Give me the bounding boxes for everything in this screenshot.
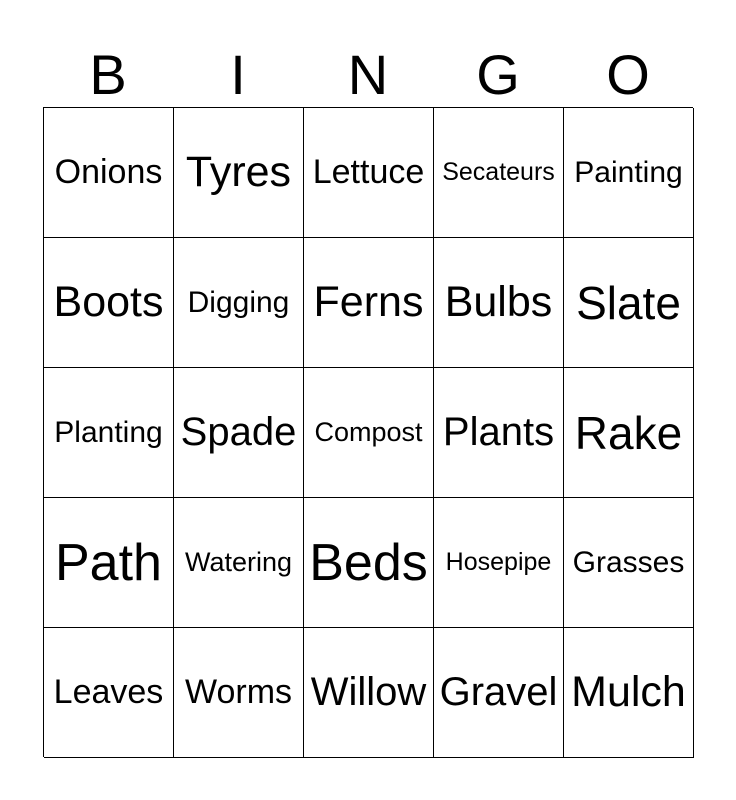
bingo-cell[interactable]: Willow — [304, 628, 434, 758]
bingo-cell[interactable]: Grasses — [564, 498, 694, 628]
header-letter-g: G — [476, 43, 520, 106]
header-letter-n: N — [347, 43, 389, 106]
bingo-cell[interactable]: Gravel — [434, 628, 564, 758]
bingo-cell[interactable]: Compost — [304, 368, 434, 498]
bingo-cell[interactable]: Spade — [174, 368, 304, 498]
bingo-cell[interactable]: Ferns — [304, 238, 434, 368]
bingo-cell[interactable]: Tyres — [174, 108, 304, 238]
bingo-cell[interactable]: Lettuce — [304, 108, 434, 238]
bingo-cell[interactable]: Rake — [564, 368, 694, 498]
bingo-cell[interactable]: Digging — [174, 238, 304, 368]
bingo-cell[interactable]: Watering — [174, 498, 304, 628]
bingo-cell[interactable]: Slate — [564, 238, 694, 368]
bingo-cell[interactable]: Secateurs — [434, 108, 564, 238]
header-letter-i: I — [230, 43, 246, 106]
bingo-cell[interactable]: Painting — [564, 108, 694, 238]
header-letter-b: B — [89, 43, 127, 106]
bingo-cell[interactable]: Leaves — [44, 628, 174, 758]
header-letter-o: O — [606, 43, 650, 106]
bingo-cell[interactable]: Beds — [304, 498, 434, 628]
bingo-cell[interactable]: Hosepipe — [434, 498, 564, 628]
bingo-cell[interactable]: Mulch — [564, 628, 694, 758]
bingo-cell[interactable]: Path — [44, 498, 174, 628]
bingo-cell[interactable]: Onions — [44, 108, 174, 238]
bingo-cell[interactable]: Worms — [174, 628, 304, 758]
bingo-cell[interactable]: Plants — [434, 368, 564, 498]
bingo-cell[interactable]: Boots — [44, 238, 174, 368]
bingo-header — [43, 44, 693, 106]
bingo-grid — [43, 107, 693, 757]
bingo-cell[interactable]: Planting — [44, 368, 174, 498]
bingo-cell[interactable]: Bulbs — [434, 238, 564, 368]
